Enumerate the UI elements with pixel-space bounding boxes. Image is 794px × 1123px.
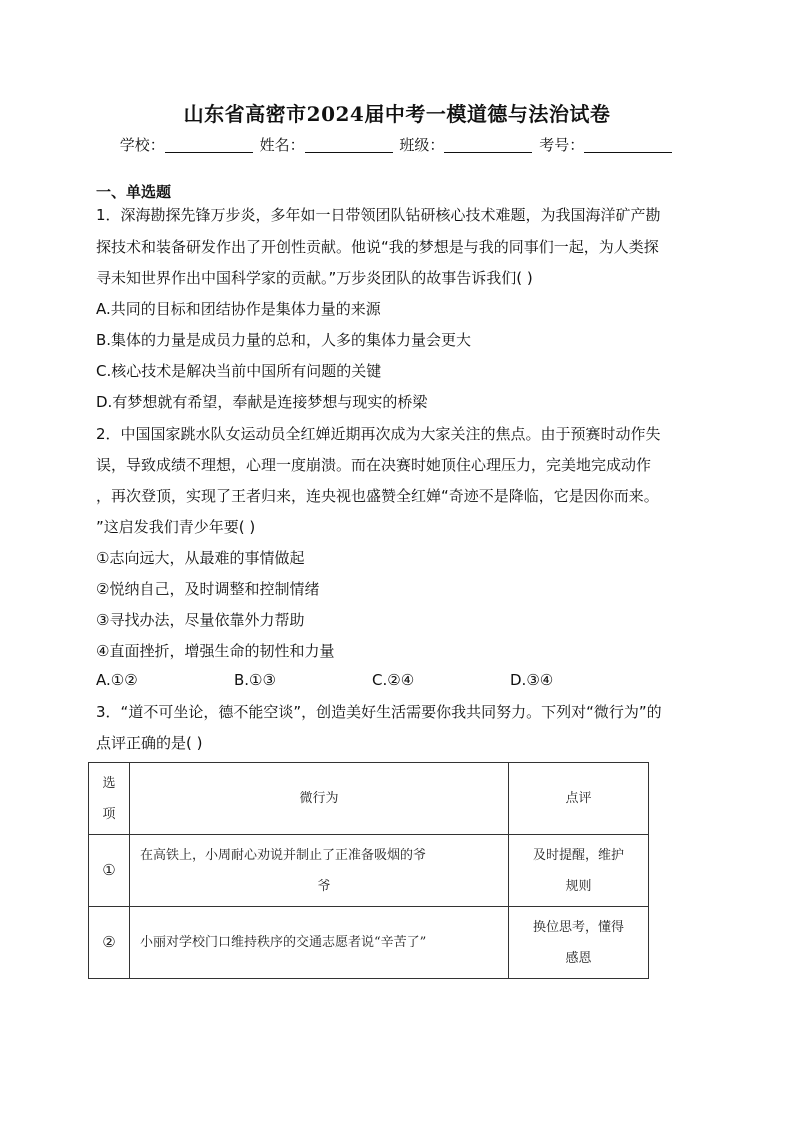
school-blank[interactable]: [165, 136, 253, 153]
q1-stem-line: 寻未知世界作出中国科学家的贡献。”万步炎团队的故事告诉我们( ): [96, 269, 533, 287]
q1-stem-line: 探技术和装备研发作出了开创性贡献。他说“我的梦想是与我的同事们一起，为人类探: [96, 238, 659, 256]
header-comment: 点评: [509, 763, 649, 835]
number-label: 考号：: [539, 136, 585, 154]
header-option-l1: 选: [102, 775, 116, 791]
row-comment-l1: 换位思考，懂得: [532, 919, 624, 935]
row-behavior: [130, 907, 509, 979]
row-behavior-l1: 在高铁上，小周耐心劝说并制止了正准备吸烟的爷: [140, 847, 427, 863]
table-row: [89, 907, 649, 979]
table-row: [89, 835, 649, 907]
q1-option-d[interactable]: D.有梦想就有希望，奉献是连接梦想与现实的桥梁: [96, 393, 428, 411]
name-blank[interactable]: [305, 136, 393, 153]
row-number: ①: [89, 835, 130, 907]
q2-statement-4: ④直面挫折，增强生命的韧性和力量: [96, 642, 335, 660]
q2-option-c[interactable]: C.②④: [372, 671, 415, 689]
row-comment-l1: 及时提醒，维护: [532, 847, 624, 863]
q2-stem-line: 2．中国国家跳水队女运动员全红婵近期再次成为大家关注的焦点。由于预赛时动作失: [96, 425, 661, 443]
student-info-line: [0, 134, 794, 155]
q3-table: [88, 762, 649, 979]
q2-statement-2: ②悦纳自己，及时调整和控制情绪: [96, 580, 320, 598]
q2-stem-line: ”这启发我们青少年要( ): [96, 518, 256, 536]
class-label: 班级：: [399, 136, 445, 154]
q1-option-c[interactable]: C.核心技术是解决当前中国所有问题的关键: [96, 362, 382, 380]
section-heading: 一、单选题: [96, 183, 172, 201]
q2-statement-1: ①志向远大，从最难的事情做起: [96, 549, 305, 567]
row-comment-l2: 感恩: [565, 950, 592, 966]
q2-option-d[interactable]: D.③④: [510, 671, 554, 689]
name-label: 姓名：: [259, 136, 305, 154]
row-comment-l2: 规则: [565, 878, 592, 894]
q2-option-b[interactable]: B.①③: [234, 671, 276, 689]
q3-stem-line: 3．“道不可坐论，德不能空谈”，创造美好生活需要你我共同努力。下列对“微行为”的: [96, 703, 662, 721]
q2-option-a[interactable]: A.①②: [96, 671, 138, 689]
q1-option-a[interactable]: A.共同的目标和团结协作是集体力量的来源: [96, 300, 381, 318]
row-number: ②: [89, 907, 130, 979]
exam-title: 山东省高密市2024届中考一模道德与法治试卷: [183, 102, 611, 126]
q2-stem-line: ，再次登顶，实现了王者归来，连央视也盛赞全红婵“奇迹不是降临，它是因你而来。: [96, 487, 659, 505]
q1-stem-line: 1．深海勘探先锋万步炎，多年如一日带领团队钻研核心技术难题，为我国海洋矿产勘: [96, 206, 661, 224]
number-blank[interactable]: [584, 136, 672, 153]
row-comment: [509, 835, 649, 907]
q2-statement-3: ③寻找办法，尽量依靠外力帮助: [96, 611, 305, 629]
header-option-l2: 项: [102, 806, 116, 822]
q2-stem-line: 误，导致成绩不理想，心理一度崩溃。而在决赛时她顶住心理压力，完美地完成动作: [96, 456, 652, 474]
q1-option-b[interactable]: B.集体的力量是成员力量的总和，人多的集体力量会更大: [96, 331, 472, 349]
row-comment: [509, 907, 649, 979]
q2-options: [96, 671, 616, 691]
header-behavior: 微行为: [130, 763, 509, 835]
row-behavior: [130, 835, 509, 907]
class-blank[interactable]: [444, 136, 532, 153]
table-header-row: [89, 763, 649, 835]
header-option: [89, 763, 130, 835]
q3-stem-line: 点评正确的是( ): [96, 734, 203, 752]
row-behavior-l1: 小丽对学校门口维持秩序的交通志愿者说“辛苦了”: [140, 935, 427, 950]
school-label: 学校：: [119, 136, 165, 154]
row-behavior-l2: 爷: [317, 878, 331, 894]
